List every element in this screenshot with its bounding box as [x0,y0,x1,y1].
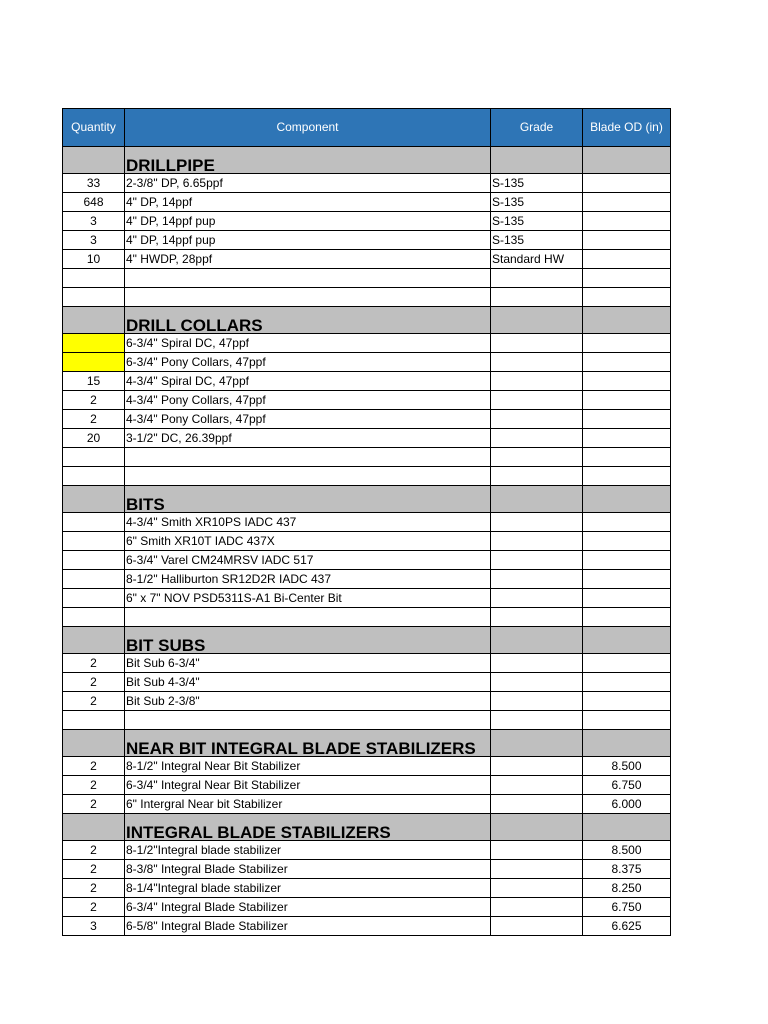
grade-cell[interactable]: S-135 [491,174,583,193]
blade-od-cell[interactable] [583,353,671,372]
component-cell[interactable]: 8-1/2" Integral Near Bit Stabilizer [125,757,491,776]
blade-od-cell[interactable] [583,467,671,486]
section-grade-cell[interactable] [491,307,583,334]
qty-cell[interactable]: 15 [63,372,125,391]
blade-od-cell[interactable] [583,288,671,307]
qty-cell[interactable]: 2 [63,860,125,879]
grade-cell[interactable] [491,410,583,429]
grade-cell[interactable] [491,334,583,353]
section-grade-cell[interactable] [491,730,583,757]
blade-od-cell[interactable]: 8.500 [583,841,671,860]
blade-od-cell[interactable] [583,372,671,391]
component-cell[interactable] [125,448,491,467]
blade-od-cell[interactable] [583,193,671,212]
grade-cell[interactable] [491,551,583,570]
component-cell[interactable]: 6-3/4" Integral Blade Stabilizer [125,898,491,917]
component-cell[interactable]: 8-1/4"Integral blade stabilizer [125,879,491,898]
table-row [63,250,671,269]
component-cell[interactable] [125,269,491,288]
blade-od-cell[interactable]: 6.750 [583,776,671,795]
blade-od-cell[interactable]: 6.000 [583,795,671,814]
header-blade-od[interactable]: Blade OD (in) [583,109,671,147]
qty-cell[interactable]: 2 [63,692,125,711]
component-cell[interactable]: 8-1/2" Halliburton SR12D2R IADC 437 [125,570,491,589]
grade-cell[interactable]: S-135 [491,212,583,231]
blade-od-cell[interactable]: 8.250 [583,879,671,898]
table-row [63,570,671,589]
grade-cell[interactable]: Standard HW [491,250,583,269]
table-row [63,288,671,307]
section-grade-cell[interactable] [491,147,583,174]
component-cell[interactable]: 6-3/4" Integral Near Bit Stabilizer [125,776,491,795]
qty-cell[interactable]: 2 [63,795,125,814]
grade-cell[interactable] [491,608,583,627]
section-grade-cell[interactable] [491,486,583,513]
qty-cell[interactable]: 2 [63,410,125,429]
section-title[interactable]: DRILLPIPE [125,147,491,174]
qty-cell[interactable]: 3 [63,231,125,250]
table-row [63,269,671,288]
qty-cell[interactable] [63,467,125,486]
grade-cell[interactable] [491,692,583,711]
header-grade[interactable]: Grade [491,109,583,147]
grade-cell[interactable] [491,654,583,673]
table-row [63,795,671,814]
section-grade-cell[interactable] [491,627,583,654]
component-cell[interactable] [125,467,491,486]
table-row [63,898,671,917]
qty-cell[interactable] [63,353,125,372]
section-qty-cell[interactable] [63,814,125,841]
section-qty-cell[interactable] [63,627,125,654]
qty-cell[interactable]: 20 [63,429,125,448]
grade-cell[interactable]: S-135 [491,193,583,212]
component-cell[interactable]: 6-3/4" Varel CM24MRSV IADC 517 [125,551,491,570]
qty-cell[interactable] [63,334,125,353]
blade-od-cell[interactable] [583,429,671,448]
component-cell[interactable]: 6" Intergral Near bit Stabilizer [125,795,491,814]
blade-od-cell[interactable] [583,711,671,730]
grade-cell[interactable] [491,391,583,410]
section-header-row [63,486,671,513]
table-row [63,532,671,551]
blade-od-cell[interactable] [583,334,671,353]
table-row [63,776,671,795]
grade-cell[interactable] [491,841,583,860]
grade-cell[interactable] [491,860,583,879]
section-od-cell[interactable] [583,486,671,513]
grade-cell[interactable] [491,898,583,917]
blade-od-cell[interactable] [583,513,671,532]
component-cell[interactable]: 4-3/4" Pony Collars, 47ppf [125,391,491,410]
table-row [63,917,671,936]
section-od-cell[interactable] [583,307,671,334]
component-cell[interactable] [125,711,491,730]
section-qty-cell[interactable] [63,147,125,174]
component-cell[interactable]: 8-3/8" Integral Blade Stabilizer [125,860,491,879]
table-row [63,757,671,776]
header-row [63,109,671,147]
component-cell[interactable] [125,288,491,307]
blade-od-cell[interactable] [583,673,671,692]
table-row [63,334,671,353]
component-cell[interactable]: 4" DP, 14ppf pup [125,231,491,250]
section-od-cell[interactable] [583,730,671,757]
blade-od-cell[interactable] [583,391,671,410]
component-cell[interactable]: Bit Sub 6-3/4" [125,654,491,673]
blade-od-cell[interactable]: 8.500 [583,757,671,776]
table-row [63,513,671,532]
component-cell[interactable]: 3-1/2" DC, 26.39ppf [125,429,491,448]
table-row [63,692,671,711]
qty-cell[interactable]: 2 [63,673,125,692]
table-row [63,391,671,410]
grade-cell[interactable] [491,879,583,898]
blade-od-cell[interactable] [583,551,671,570]
blade-od-cell[interactable]: 8.375 [583,860,671,879]
grade-cell[interactable] [491,795,583,814]
qty-cell[interactable] [63,551,125,570]
section-header-row [63,307,671,334]
qty-cell[interactable]: 648 [63,193,125,212]
component-cell[interactable]: 6-3/4" Spiral DC, 47ppf [125,334,491,353]
header-quantity[interactable]: Quantity [63,109,125,147]
table-row [63,673,671,692]
table-row [63,654,671,673]
table-row [63,410,671,429]
qty-cell[interactable] [63,532,125,551]
component-cell[interactable]: 6" x 7" NOV PSD5311S-A1 Bi-Center Bit [125,589,491,608]
qty-cell[interactable] [63,448,125,467]
blade-od-cell[interactable] [583,448,671,467]
blade-od-cell[interactable] [583,608,671,627]
qty-cell[interactable] [63,711,125,730]
section-title[interactable]: NEAR BIT INTEGRAL BLADE STABILIZERS [125,730,491,757]
component-cell[interactable]: 4" HWDP, 28ppf [125,250,491,269]
table-body [63,147,671,936]
table-row [63,841,671,860]
qty-cell[interactable]: 3 [63,917,125,936]
blade-od-cell[interactable] [583,570,671,589]
header-component[interactable]: Component [125,109,491,147]
section-title[interactable]: DRILL COLLARS [125,307,491,334]
grade-cell[interactable] [491,513,583,532]
grade-cell[interactable] [491,776,583,795]
section-title[interactable]: INTEGRAL BLADE STABILIZERS [125,814,491,841]
grade-cell[interactable] [491,570,583,589]
section-title[interactable]: BIT SUBS [125,627,491,654]
section-header-row [63,730,671,757]
table-row [63,551,671,570]
section-header-row [63,814,671,841]
table-row [63,711,671,730]
grade-cell[interactable] [491,269,583,288]
grade-cell[interactable] [491,353,583,372]
blade-od-cell[interactable]: 6.750 [583,898,671,917]
qty-cell[interactable]: 2 [63,841,125,860]
blade-od-cell[interactable] [583,654,671,673]
qty-cell[interactable] [63,288,125,307]
table-row [63,372,671,391]
component-cell[interactable]: 4-3/4" Pony Collars, 47ppf [125,410,491,429]
qty-cell[interactable] [63,608,125,627]
blade-od-cell[interactable] [583,589,671,608]
qty-cell[interactable]: 2 [63,879,125,898]
section-od-cell[interactable] [583,147,671,174]
table-row [63,467,671,486]
component-cell[interactable] [125,608,491,627]
component-cell[interactable]: 8-1/2"Integral blade stabilizer [125,841,491,860]
qty-cell[interactable]: 2 [63,776,125,795]
table-row [63,860,671,879]
qty-cell[interactable]: 2 [63,391,125,410]
qty-cell[interactable]: 3 [63,212,125,231]
component-cell[interactable]: 2-3/8" DP, 6.65ppf [125,174,491,193]
table-row [63,212,671,231]
table-row [63,353,671,372]
component-cell[interactable]: Bit Sub 2-3/8" [125,692,491,711]
section-qty-cell[interactable] [63,486,125,513]
section-header-row [63,147,671,174]
blade-od-cell[interactable] [583,269,671,288]
qty-cell[interactable] [63,269,125,288]
grade-cell[interactable] [491,589,583,608]
qty-cell[interactable]: 33 [63,174,125,193]
table-row [63,231,671,250]
component-cell[interactable]: 6-3/4" Pony Collars, 47ppf [125,353,491,372]
table-row [63,608,671,627]
blade-od-cell[interactable] [583,692,671,711]
section-title[interactable]: BITS [125,486,491,513]
qty-cell[interactable] [63,513,125,532]
component-cell[interactable]: 4" DP, 14ppf [125,193,491,212]
blade-od-cell[interactable] [583,231,671,250]
component-cell[interactable]: 4-3/4" Smith XR10PS IADC 437 [125,513,491,532]
section-od-cell[interactable] [583,814,671,841]
blade-od-cell[interactable] [583,250,671,269]
grade-cell[interactable] [491,711,583,730]
blade-od-cell[interactable] [583,532,671,551]
grade-cell[interactable] [491,757,583,776]
component-cell[interactable]: 6" Smith XR10T IADC 437X [125,532,491,551]
table-row [63,174,671,193]
grade-cell[interactable] [491,429,583,448]
table-row [63,429,671,448]
qty-cell[interactable]: 2 [63,654,125,673]
qty-cell[interactable]: 2 [63,757,125,776]
qty-cell[interactable]: 2 [63,898,125,917]
grade-cell[interactable] [491,288,583,307]
grade-cell[interactable]: S-135 [491,231,583,250]
table-row [63,193,671,212]
section-od-cell[interactable] [583,627,671,654]
component-cell[interactable]: 4" DP, 14ppf pup [125,212,491,231]
blade-od-cell[interactable] [583,174,671,193]
table-row [63,448,671,467]
section-grade-cell[interactable] [491,814,583,841]
qty-cell[interactable] [63,589,125,608]
component-cell[interactable]: Bit Sub 4-3/4" [125,673,491,692]
section-qty-cell[interactable] [63,307,125,334]
section-header-row [63,627,671,654]
grade-cell[interactable] [491,673,583,692]
grade-cell[interactable] [491,917,583,936]
grade-cell[interactable] [491,467,583,486]
component-cell[interactable]: 4-3/4" Spiral DC, 47ppf [125,372,491,391]
grade-cell[interactable] [491,532,583,551]
component-cell[interactable]: 6-5/8" Integral Blade Stabilizer [125,917,491,936]
blade-od-cell[interactable] [583,410,671,429]
equipment-table [62,108,671,936]
qty-cell[interactable]: 10 [63,250,125,269]
blade-od-cell[interactable]: 6.625 [583,917,671,936]
qty-cell[interactable] [63,570,125,589]
table-row [63,589,671,608]
section-qty-cell[interactable] [63,730,125,757]
blade-od-cell[interactable] [583,212,671,231]
table-row [63,879,671,898]
grade-cell[interactable] [491,372,583,391]
grade-cell[interactable] [491,448,583,467]
